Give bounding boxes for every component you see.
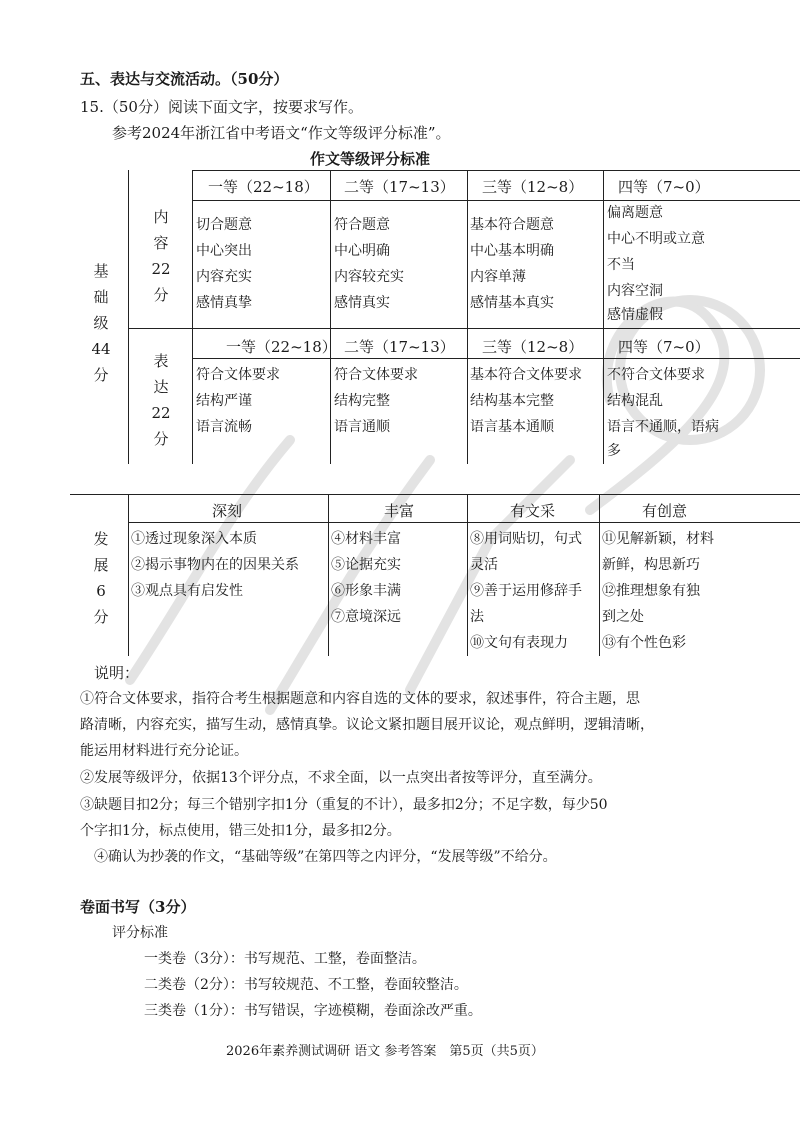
note-line: ②发展等级评分，依据13个评分点，不求全面，以一点突出者按等评分，直至满分。 (80, 770, 602, 786)
note-line: 路清晰，内容充实，描写生动，感情真挚。议论文紧扣题目展开议论，观点鲜明，逻辑清晰， (80, 717, 654, 733)
content-header-1: 一等（22~18） (208, 178, 319, 196)
expression-header-4: 四等（7~0） (618, 338, 710, 356)
handwriting-item: 二类卷（2分）：书写较规范、不工整，卷面较整洁。 (144, 977, 468, 993)
note-line: 能运用材料进行充分论证。 (80, 743, 248, 759)
note-line: 个字扣1分，标点使用，错三处扣1分，最多扣2分。 (80, 823, 401, 839)
dev-header-deep: 深刻 (212, 502, 243, 520)
section-title: 五、表达与交流活动。（50分） (80, 70, 289, 88)
content-header-4: 四等（7~0） (618, 178, 710, 196)
handwriting-item: 三类卷（1分）：书写错误，字迹模糊，卷面涂改严重。 (144, 1003, 482, 1019)
expression-label: 表 达 22 分 (151, 352, 171, 448)
handwriting-item: 一类卷（3分）：书写规范、工整，卷面整洁。 (144, 951, 426, 967)
notes-title: 说明： (94, 664, 140, 682)
development-label: 发 展 6 分 (93, 530, 109, 626)
expression-header-2: 二等（17~13） (344, 338, 455, 356)
basic-level-label: 基 础 级 44 分 (91, 262, 111, 384)
dev-header-rich: 丰富 (384, 502, 415, 520)
page-footer: 2026年素养测试调研 语文 参考答案 第5页（共5页） (226, 1044, 544, 1059)
content-label: 内 容 22 分 (151, 208, 171, 304)
expression-header-3: 三等（12~8） (482, 338, 584, 356)
question-line: 15.（50分）阅读下面文字，按要求写作。 (80, 98, 363, 116)
dev-header-creative: 有创意 (642, 502, 688, 520)
expression-header-1: 一等（22~18） (226, 338, 337, 356)
note-line: ①符合文体要求，指符合考生根据题意和内容自选的文体的要求，叙述事件，符合主题，思 (80, 691, 640, 707)
note-line: ③缺题目扣2分；每三个错别字扣1分（重复的不计），最多扣2分；不足字数，每少50 (80, 797, 608, 813)
handwriting-title: 卷面书写（3分） (80, 898, 196, 916)
reference-line: 参考2024年浙江省中考语文“作文等级评分标准”。 (112, 124, 451, 142)
content-header-3: 三等（12~8） (482, 178, 584, 196)
content-header-2: 二等（17~13） (344, 178, 455, 196)
note-line: ④确认为抄袭的作文，“基础等级”在第四等之内评分，“发展等级”不给分。 (94, 849, 557, 865)
table-title: 作文等级评分标准 (310, 150, 431, 168)
dev-header-literary: 有文采 (510, 502, 556, 520)
handwriting-subtitle: 评分标准 (112, 925, 168, 941)
